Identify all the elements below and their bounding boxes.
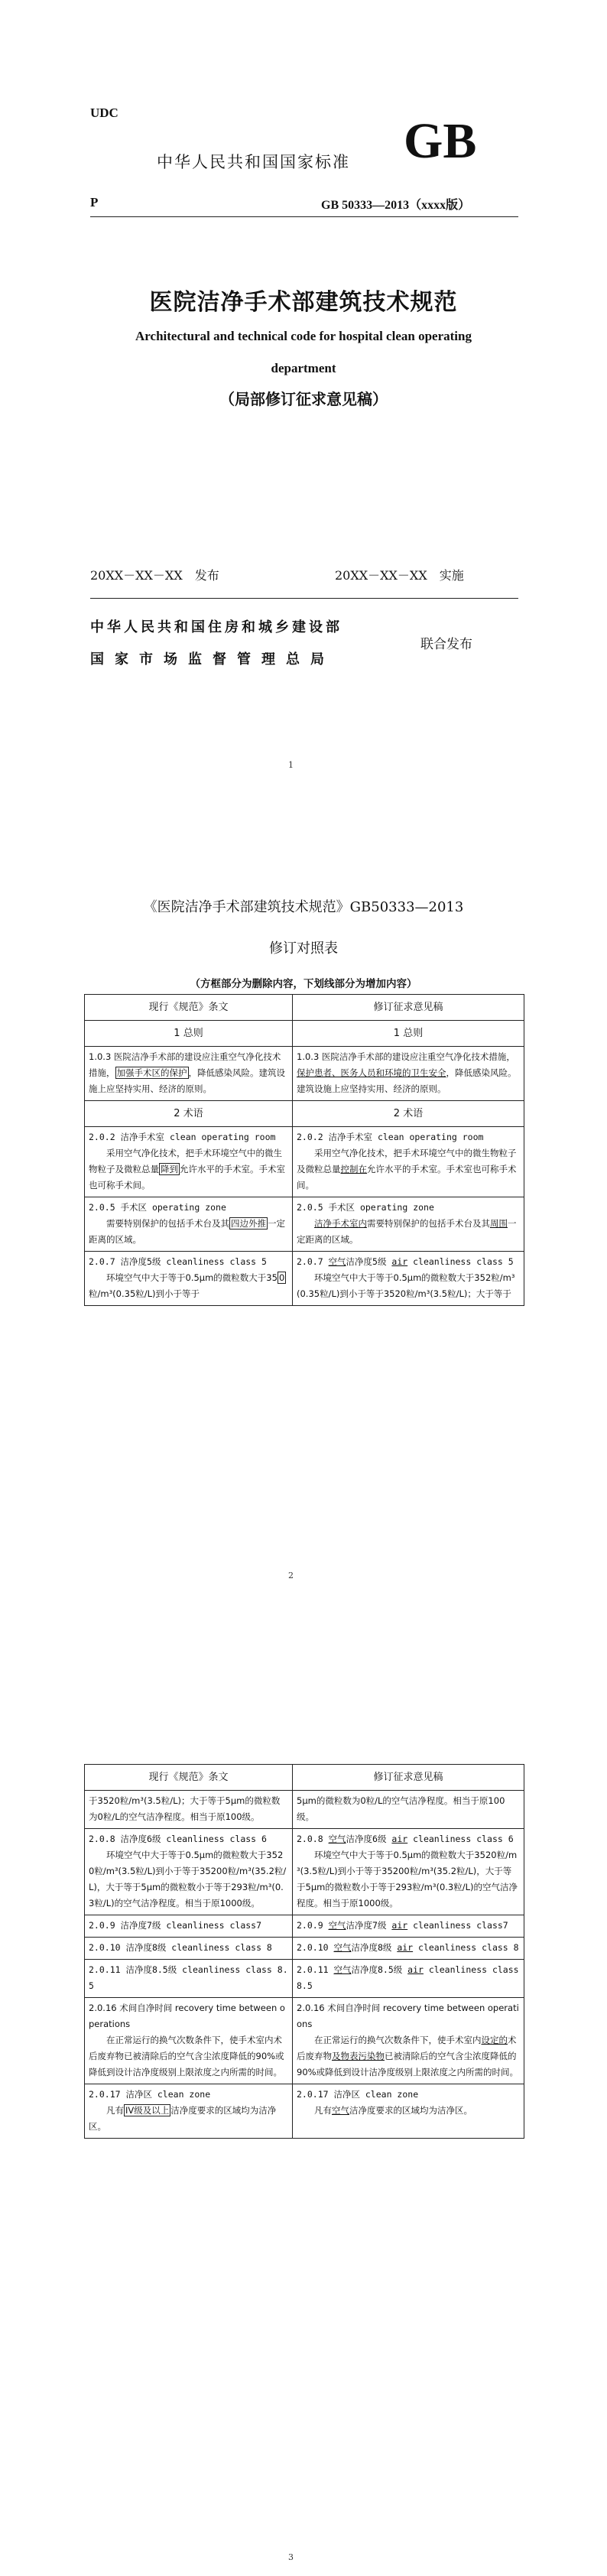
table-row	[85, 1960, 524, 1998]
added-text: air	[391, 1256, 408, 1267]
added-text: 控制在	[340, 1164, 367, 1174]
added-text: air	[391, 1834, 408, 1844]
added-text: 空气	[332, 2105, 349, 2116]
current-clause: 2.0.11 洁净度8.5级 cleanliness class 8.5	[85, 1960, 293, 1998]
current-clause	[85, 1127, 293, 1197]
clause-text: 在正常运行的换气次数条件下，使手术室内术后废弃物已被清除后的空气含尘浓度降低的90%或降低到设计洁净度级别上限浓度之内所需的时间。	[89, 2035, 284, 2077]
clause-heading: 洁净度6级	[346, 1834, 392, 1844]
added-text: air	[397, 1942, 414, 1953]
added-text: 空气	[328, 1256, 346, 1267]
clause-text: 环境空气中大于等于0.5μm的微粒数大于3520粒/m³(3.5粒/L)到小于等于35200粒/m³(35.2粒/L)，大于等于5μm的微粒数小于等于293粒/m³(0.3粒/L)的空气洁净程度。相当于原1000级。	[297, 1850, 518, 1908]
current-clause	[85, 1197, 293, 1252]
clause-text: 凡有	[314, 2105, 332, 2116]
gb-logo: GB	[404, 113, 477, 169]
clause-heading: 2.0.2 洁净手术室 clean operating room	[89, 1132, 276, 1142]
cover-bottom-rule	[90, 598, 518, 599]
header-revised: 修订征求意见稿	[293, 1765, 524, 1791]
revised-clause	[293, 2084, 524, 2139]
title-english-line1: Architectural and technical code for hospital clean operating	[135, 329, 472, 343]
table-title: 修订对照表	[269, 940, 338, 957]
clause-heading: cleanliness class 6	[407, 1834, 514, 1844]
table-row	[85, 1915, 524, 1938]
classification-p: P	[90, 195, 99, 210]
added-text: 周围	[490, 1218, 508, 1229]
clause-heading: 洁净度8.5级	[351, 1964, 408, 1975]
clause-text: ，降低感染风险。建筑设施上应坚持实用、经济的原则。	[297, 1067, 517, 1094]
added-text: 空气	[328, 1834, 346, 1844]
added-text: air	[407, 1964, 424, 1975]
clause-text: 需要特别保护的包括手术台及其	[367, 1218, 490, 1229]
document-title: 《医院洁净手术部建筑技术规范》GB50333—2013	[143, 899, 464, 915]
cover-top-rule	[90, 216, 518, 217]
revision-table-part2	[84, 1764, 524, 2139]
clause-heading: 2.0.7	[297, 1256, 329, 1267]
clause-text: 1.0.3 医院洁净手术部的建设应注重空气净化技术措施，	[297, 1051, 515, 1062]
clause-heading: 2.0.8	[297, 1834, 329, 1844]
revised-clause	[293, 1829, 524, 1915]
issue-date: 20XX－XX－XX 发布	[90, 568, 219, 583]
current-clause	[85, 1047, 293, 1101]
udc-label: UDC	[90, 106, 118, 120]
clause-heading: 2.0.9	[297, 1920, 329, 1931]
section-title: 2 术语	[85, 1101, 293, 1127]
added-text: 空气	[333, 1942, 352, 1953]
clause-heading: 2.0.10	[297, 1942, 334, 1953]
deleted-text: IV级及以上	[125, 2105, 170, 2116]
clause-text: 环境空气中大于等于0.5μm的微粒数大于3520粒/m³(3.5粒/L)到小于等于35200粒/m³(35.2粒/L)，大于等于5μm的微粒数小于等于293粒/m³(0.3粒/L)的空气洁净程度。相当于原1000级。	[89, 1850, 287, 1908]
table-row	[85, 1197, 524, 1252]
deleted-text: 降到	[161, 1164, 178, 1174]
clause-heading: 2.0.5 手术区 operating zone	[89, 1202, 226, 1213]
section-title: 1 总则	[85, 1021, 293, 1047]
section-row	[85, 1021, 524, 1047]
issuer-samr: 国家市场监督管理总局	[90, 651, 335, 668]
clause-text: 在正常运行的换气次数条件下，使手术室内	[314, 2035, 482, 2045]
current-clause	[85, 1252, 293, 1306]
clause-heading: 2.0.17 洁净区 clean zone	[89, 2089, 211, 2100]
section-title: 1 总则	[293, 1021, 524, 1047]
section-title: 2 术语	[293, 1101, 524, 1127]
title-chinese: 医院洁净手术部建筑技术规范	[149, 289, 458, 316]
page-number: 1	[288, 760, 294, 770]
clause-text: 允许水平的手术室。手术室也可称手术间。	[89, 1164, 285, 1191]
clause-text: ，降低感染风险。建筑设施上应坚持实用、经济的原则。	[89, 1067, 285, 1094]
table-row	[85, 1252, 524, 1306]
clause-text: 凡有	[106, 2105, 124, 2116]
clause-heading: 2.0.11	[297, 1964, 334, 1975]
table-row	[85, 1047, 524, 1101]
current-clause	[85, 1829, 293, 1915]
table-row	[85, 1998, 524, 2084]
legend-note: （方框部分为删除内容，下划线部分为增加内容）	[190, 978, 417, 990]
revised-clause	[293, 1960, 524, 1998]
deleted-text: 0	[278, 1272, 285, 1283]
deleted-text: 四边外推	[231, 1218, 266, 1229]
clause-text: 于3520粒/m³(3.5粒/L)；大于等于5μm的微粒数为0粒/L的空气洁净程度。相当于原100级。	[89, 1795, 281, 1822]
current-clause	[85, 1998, 293, 2084]
clause-heading: 2.0.2 洁净手术室 clean operating room	[297, 1132, 484, 1142]
current-clause	[85, 1791, 293, 1829]
clause-heading: 2.0.16 术间自净时间 recovery time between operations	[89, 2003, 285, 2029]
added-text: 保护患者、医务人员和环境的卫生安全	[297, 1067, 446, 1078]
clause-heading: cleanliness class 8	[413, 1942, 519, 1953]
deleted-text: 加强手术区的保护	[116, 1067, 187, 1078]
clause-text: 允许水平的手术室。手术室也可称手术间。	[297, 1164, 517, 1191]
clause-heading: cleanliness class 5	[407, 1256, 514, 1267]
header-revised: 修订征求意见稿	[293, 995, 524, 1021]
clause-text: 环境空气中大于等于0.5μm的微粒数大于352粒/m³(0.35粒/L)到小于等于3520粒/m³(3.5粒/L)；大于等于	[297, 1272, 515, 1299]
revision-table-part1	[84, 994, 524, 1306]
clause-heading: 洁净度7级	[346, 1920, 392, 1931]
clause-text: 采用空气净化技术，把手术环境空气中的微生物粒子及微粒总量	[297, 1148, 517, 1174]
section-row	[85, 1101, 524, 1127]
revised-clause	[293, 1252, 524, 1306]
header-current: 现行《规范》条文	[85, 995, 293, 1021]
joint-release: 联合发布	[420, 637, 472, 652]
revised-clause	[293, 1791, 524, 1829]
table-header	[85, 995, 524, 1021]
clause-text: 粒/m³(0.35粒/L)到小于等于	[89, 1288, 200, 1299]
revised-clause	[293, 1938, 524, 1960]
added-text: 空气	[328, 1920, 346, 1931]
clause-text: 已被清除后的空气含尘浓度降低的90%或降低到设计洁净度级别上限浓度之内所需的时间。	[297, 2051, 519, 2077]
clause-heading: 2.0.8 洁净度6级 cleanliness class 6	[89, 1834, 267, 1844]
issuer-mohurd: 中华人民共和国住房和城乡建设部	[90, 619, 342, 635]
added-text: 洁净手术室内	[314, 1218, 367, 1229]
revised-clause	[293, 1915, 524, 1938]
added-text: 空气	[333, 1964, 352, 1975]
header-current: 现行《规范》条文	[85, 1765, 293, 1791]
revised-clause	[293, 1047, 524, 1101]
table-row	[85, 1791, 524, 1829]
added-text: 及物表污染物	[332, 2051, 385, 2061]
clause-text: 一定距离的区域。	[297, 1218, 517, 1245]
table-header	[85, 1765, 524, 1791]
title-english-line2: department	[271, 361, 336, 375]
clause-text: 环境空气中大于等于0.5μm的微粒数大于35	[106, 1272, 278, 1283]
clause-heading: 2.0.17 洁净区 clean zone	[297, 2089, 419, 2100]
clause-text: 洁净度要求的区域均为洁净区。	[349, 2105, 472, 2116]
revised-clause	[293, 1998, 524, 2084]
clause-text: 一定距离的区域。	[89, 1218, 285, 1245]
page-number: 3	[288, 2552, 294, 2562]
table-row	[85, 1829, 524, 1915]
clause-heading: 洁净度8级	[351, 1942, 398, 1953]
current-clause	[85, 2084, 293, 2139]
table-row	[85, 2084, 524, 2139]
clause-heading: cleanliness class 8.5	[297, 1964, 519, 1991]
added-text: air	[391, 1920, 408, 1931]
clause-text: 需要特别保护的包括手术台及其	[106, 1218, 229, 1229]
revised-clause	[293, 1127, 524, 1197]
table-row	[85, 1127, 524, 1197]
implementation-date: 20XX－XX－XX 实施	[335, 568, 464, 583]
clause-text: 采用空气净化技术，把手术环境空气中的微生物粒子及微粒总量	[89, 1148, 282, 1174]
clause-heading: 2.0.7 洁净度5级 cleanliness class 5	[89, 1256, 267, 1267]
national-standard-label: 中华人民共和国国家标准	[157, 153, 350, 171]
added-text: 设定的	[481, 2035, 508, 2045]
clause-heading: cleanliness class7	[407, 1920, 508, 1931]
page-number: 2	[288, 1571, 294, 1580]
draft-label: （局部修订征求意见稿）	[219, 390, 388, 408]
revised-clause	[293, 1197, 524, 1252]
clause-heading: 2.0.5 手术区 operating zone	[297, 1202, 434, 1213]
clause-text: 术后废弃物	[297, 2035, 517, 2061]
clause-text: 1.0.3 医院洁净手术部的建设应注重空气净化技术措施，	[89, 1051, 281, 1078]
table-row	[85, 1938, 524, 1960]
current-clause: 2.0.10 洁净度8级 cleanliness class 8	[85, 1938, 293, 1960]
clause-heading: 2.0.16 术间自净时间 recovery time between operations	[297, 2003, 519, 2029]
clause-text: 洁净度要求的区域均为洁净区。	[89, 2105, 277, 2132]
clause-heading: 洁净度5级	[346, 1256, 392, 1267]
clause-text: 5μm的微粒数为0粒/L的空气洁净程度。相当于原100级。	[297, 1795, 505, 1822]
standard-number: GB 50333—2013（xxxx版）	[321, 199, 471, 212]
current-clause: 2.0.9 洁净度7级 cleanliness class7	[85, 1915, 293, 1938]
